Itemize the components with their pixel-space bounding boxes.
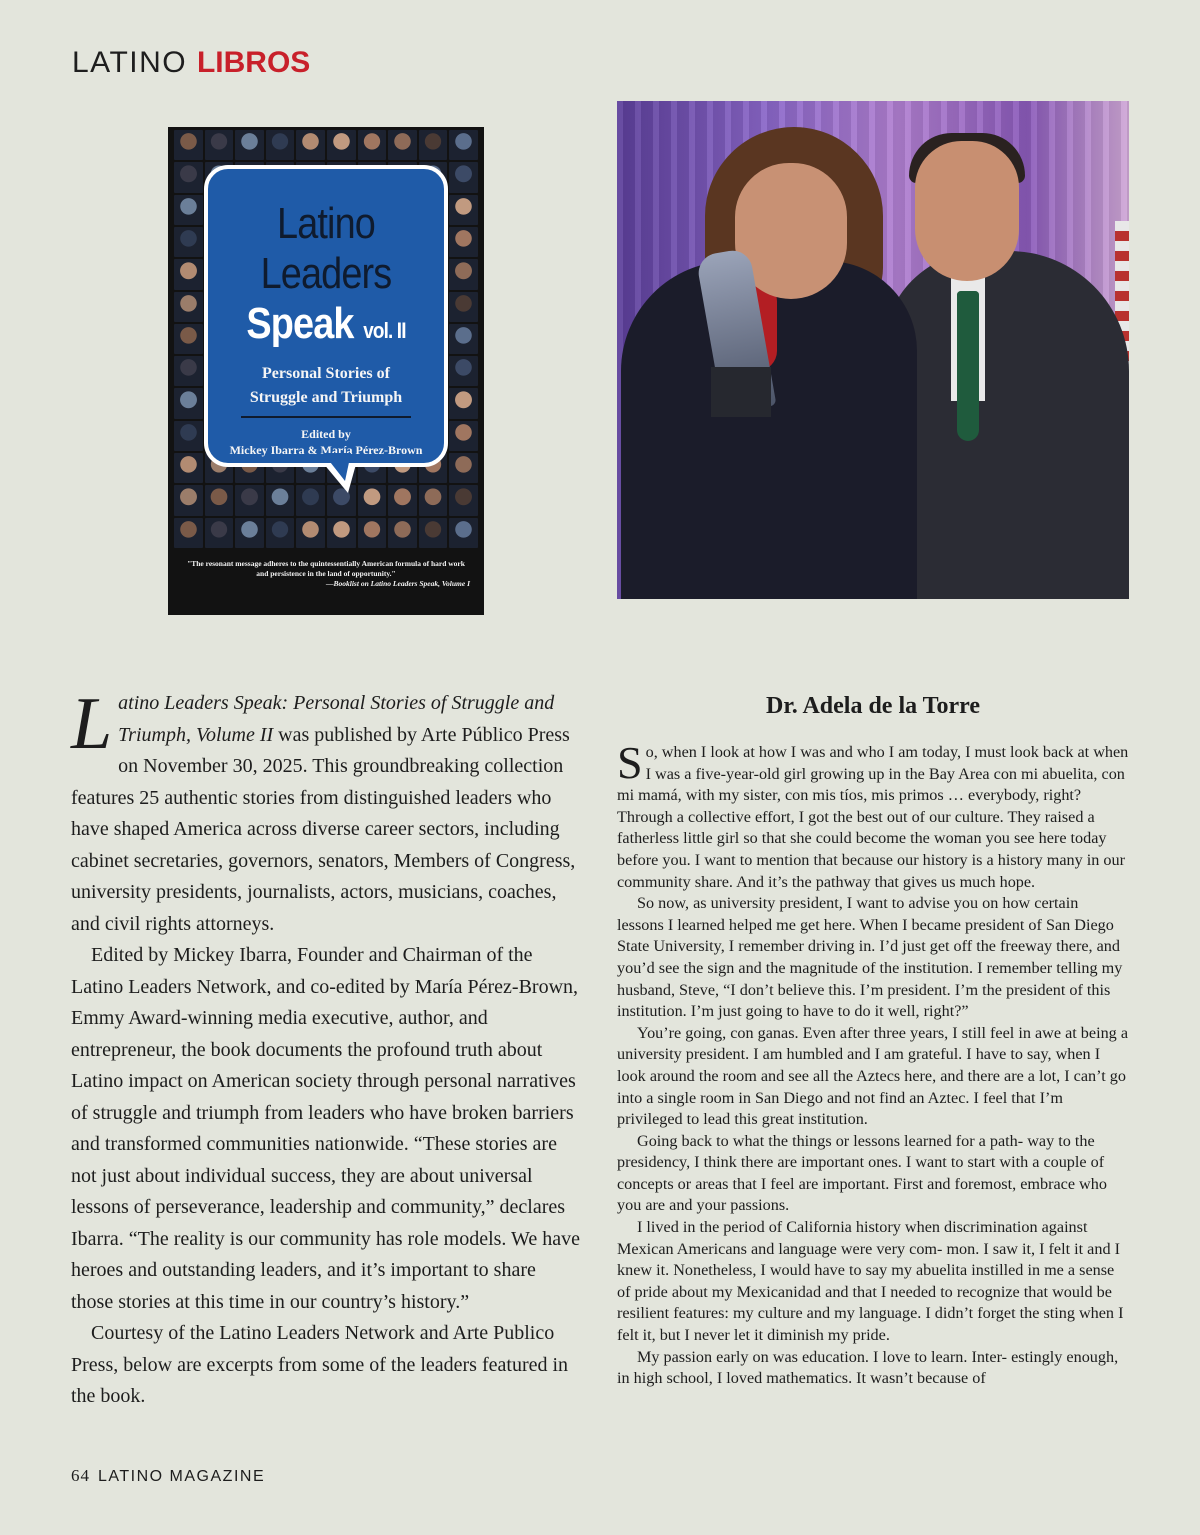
portrait-tile [449, 421, 478, 451]
portrait-tile [327, 518, 356, 548]
portrait-tile [174, 227, 203, 257]
section-label: LATINO [72, 46, 188, 79]
excerpt-paragraph-2: So now, as university president, I want to advise you on how certain lessons I learned helped me get here. When I became president of San Diego State University, I remember driving in. I’d just get off the freeway there, and you’d see the sign and the magnitude of the institution. I remember telling my husband, Steve, “I don’t believe this. I’m president. I’m the president of this institution. I’m just going to have to do it well, right?” [617, 894, 1123, 1021]
portrait-tile [174, 195, 203, 225]
portrait-tile [449, 485, 478, 515]
portrait-tile [205, 485, 234, 515]
portrait-tile [358, 485, 387, 515]
cover-divider [241, 416, 411, 418]
portrait-tile [174, 324, 203, 354]
cover-title-line1: Latino [277, 199, 375, 248]
portrait-tile [174, 453, 203, 483]
portrait-tile [449, 259, 478, 289]
cover-title [225, 199, 428, 356]
cover-subtitle-line2: Struggle and Triumph [249, 389, 403, 406]
cover-edited-by: Edited by [301, 427, 351, 441]
portrait-tile [449, 292, 478, 322]
portrait-tile [205, 130, 234, 160]
intro-paragraph-1 [71, 683, 583, 940]
excerpt-paragraph-5: I lived in the period of California history when discrimination against Mexican Americans and language were very com- mon. I saw it, I felt it and I knew it. Nonetheless, I would have to say my abuelita instilled in me a sense of pride about my Mexicanidad and that I needed to recognize that would be resilient features: my culture and my language. I didn’t forget the sting when I felt it, but I never let it diminish my pride. [617, 1218, 1124, 1345]
portrait-tile [449, 324, 478, 354]
portrait-tile [296, 130, 325, 160]
page-footer [71, 1466, 265, 1486]
cover-quote-text: "The resonant message adheres to the quintessentially American formula of hard work and persistence in the land of opportunity." [187, 559, 465, 578]
cover-volume: vol. II [363, 318, 406, 343]
portrait-tile [296, 518, 325, 548]
intro-paragraph-1-text: was published by Arte Público Press on November 30, 2025. This groundbreaking collection features 25 authentic stories from distinguished leaders who have shaped America across diverse career sectors, including cabinet secretaries, governors, senators, Members of Congress, university presidents, journalists, actors, musicians, coaches, and civil rights attorneys. [71, 723, 576, 935]
photo-man-tie [957, 291, 979, 441]
portrait-tile [327, 130, 356, 160]
portrait-tile [174, 292, 203, 322]
speaker-excerpt [617, 737, 1129, 1390]
cover-editors: Mickey Ibarra & María Pérez-Brown [229, 443, 423, 457]
event-photo [617, 101, 1129, 599]
portrait-tile [419, 130, 448, 160]
portrait-tile [449, 453, 478, 483]
portrait-tile [449, 195, 478, 225]
cover-quote-source: —Booklist on Latino Leaders Speak, Volume I [326, 579, 470, 588]
portrait-tile [235, 485, 264, 515]
portrait-tile [266, 130, 295, 160]
section-header [72, 46, 310, 80]
magazine-name: LATINO MAGAZINE [98, 1468, 266, 1485]
intro-paragraph-3: Courtesy of the Latino Leaders Network and Arte Publico Press, below are excerpts from some of the leaders featured in the book. [71, 1322, 569, 1407]
portrait-tile [235, 130, 264, 160]
portrait-tile [174, 388, 203, 418]
portrait-tile [419, 518, 448, 548]
portrait-tile [174, 485, 203, 515]
excerpt-paragraph-3: You’re going, con ganas. Even after three years, I still feel in awe at being a university president. I am humbled and I am grateful. I have to say, when I look around the room and see all the Aztecs here, and there are a lot, I can’t go into a single room in San Diego and not find an Aztec. I feel that I’m privileged to lead this great institution. [617, 1023, 1128, 1129]
portrait-tile [174, 518, 203, 548]
portrait-tile [449, 518, 478, 548]
excerpt-dropcap: S [617, 737, 643, 788]
cover-subtitle-line1: Personal Stories of [262, 365, 390, 382]
portrait-tile [358, 518, 387, 548]
cover-title-line3: Speak [246, 299, 354, 348]
photo-man-face [915, 141, 1019, 281]
cover-subtitle [208, 362, 444, 410]
portrait-tile [174, 356, 203, 386]
cover-title-line2: Leaders [260, 249, 392, 298]
portrait-tile [205, 518, 234, 548]
intro-article [71, 683, 583, 1413]
portrait-tile [174, 162, 203, 192]
portrait-tile [419, 485, 448, 515]
portrait-tile [266, 485, 295, 515]
portrait-tile [388, 485, 417, 515]
excerpt-paragraph-6: My passion early on was education. I love to learn. Inter- estingly enough, in high school, I loved mathematics. It wasn’t because of [617, 1347, 1119, 1388]
intro-book-title: atino Leaders Speak: Personal Stories of Struggle and Triumph, Volume II [118, 692, 555, 746]
portrait-tile [388, 518, 417, 548]
portrait-tile [449, 162, 478, 192]
portrait-tile [235, 518, 264, 548]
speech-bubble [204, 165, 448, 467]
excerpt-paragraph-1 [617, 737, 1129, 893]
photo-award-base [711, 367, 771, 417]
portrait-tile [266, 518, 295, 548]
speaker-name: Dr. Adela de la Torre [765, 693, 981, 719]
portrait-tile [174, 259, 203, 289]
portrait-tile [388, 130, 417, 160]
portrait-tile [174, 421, 203, 451]
excerpt-paragraph-1-text: o, when I look at how I was and who I am today, I must look back at when I was a five-year-old girl growing up in the Bay Area con mi abuelita, con mi mamá, with my sister, con mis tíos, mis primos … everybody, right? Through a collective effort, I got the best out of our culture. They raised a fatherless little girl so that she could become the woman you see here today before you. I want to mention that because our history is a history many in our community share. And it’s the pathway that gives us much hope. [617, 743, 1129, 891]
excerpt-paragraph-4: Going back to what the things or lessons learned for a path- way to the presidency, I think there are important ones. I want to start with a couple of concepts or areas that I feel are important. First and foremost, embrace who you are and your passions. [617, 1131, 1107, 1215]
book-cover [168, 127, 484, 615]
portrait-tile [358, 130, 387, 160]
photo-man-suit [883, 251, 1129, 599]
portrait-tile [449, 227, 478, 257]
intro-dropcap: L [71, 683, 113, 765]
portrait-tile [449, 130, 478, 160]
portrait-tile [449, 356, 478, 386]
cover-quote [182, 559, 470, 589]
section-label-accent: LIBROS [196, 46, 311, 79]
portrait-tile [174, 130, 203, 160]
speech-bubble-tail-fill [323, 453, 351, 481]
portrait-tile [449, 388, 478, 418]
page-number: 64 [71, 1466, 90, 1485]
intro-paragraph-2: Edited by Mickey Ibarra, Founder and Chairman of the Latino Leaders Network, and co-edited by María Pérez-Brown, Emmy Award-winning media executive, author, and entrepreneur, the book documents the profound truth about Latino impact on American society through personal narratives of struggle and triumph from leaders who have broken barriers and transformed communities nationwide. “These stories are not just about individual success, they are about universal lessons of perseverance, leadership and community,” declares Ibarra. “The reality is our community has role models. We have heroes and outstanding leaders, and it’s important to share those stories at this time in our country’s history.” [71, 944, 580, 1313]
